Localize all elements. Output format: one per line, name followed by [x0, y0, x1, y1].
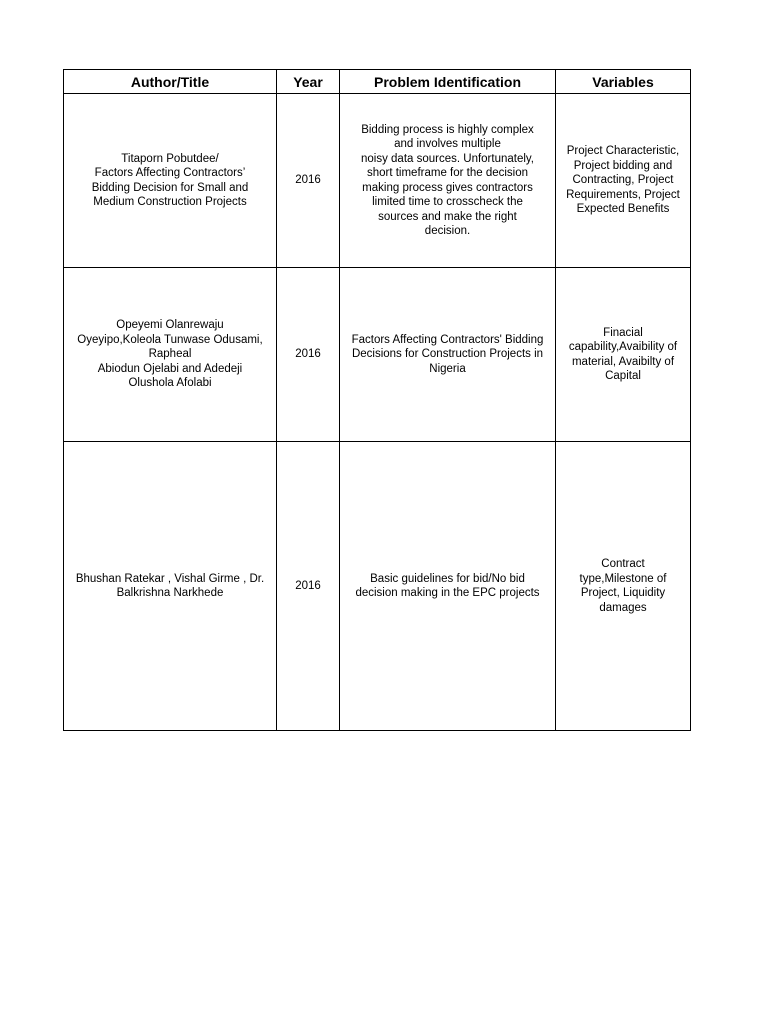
- cell-author-title: Titaporn Pobutdee/ Factors Affecting Contractors’ Bidding Decision for Small and Medium Construction Projects: [64, 94, 277, 268]
- cell-year: 2016: [277, 268, 340, 442]
- cell-year: 2016: [277, 94, 340, 268]
- cell-problem-identification: Bidding process is highly complex and involves multiple noisy data sources. Unfortunately, short timeframe for the decision making process gives contractors limited time to crosscheck the sources and make the right decision.: [340, 94, 556, 268]
- header-variables: Variables: [556, 70, 691, 94]
- cell-variables: Finacial capability,Avaibility of material, Avaibilty of Capital: [556, 268, 691, 442]
- table-header-row: [64, 70, 691, 94]
- cell-year: 2016: [277, 442, 340, 731]
- table-row: [64, 94, 691, 268]
- cell-author-title: Bhushan Ratekar , Vishal Girme , Dr. Balkrishna Narkhede: [64, 442, 277, 731]
- table-row: [64, 268, 691, 442]
- table-row: [64, 442, 691, 731]
- header-year: Year: [277, 70, 340, 94]
- header-problem-identification: Problem Identification: [340, 70, 556, 94]
- header-author-title: Author/Title: [64, 70, 277, 94]
- cell-problem-identification: Basic guidelines for bid/No bid decision making in the EPC projects: [340, 442, 556, 731]
- cell-variables: Contract type,Milestone of Project, Liquidity damages: [556, 442, 691, 731]
- cell-author-title: Opeyemi Olanrewaju Oyeyipo,Koleola Tunwase Odusami, Rapheal Abiodun Ojelabi and Adedeji Olushola Afolabi: [64, 268, 277, 442]
- literature-review-table: [63, 69, 691, 731]
- cell-problem-identification: Factors Affecting Contractors' Bidding Decisions for Construction Projects in Nigeria: [340, 268, 556, 442]
- cell-variables: Project Characteristic, Project bidding and Contracting, Project Requirements, Project Expected Benefits: [556, 94, 691, 268]
